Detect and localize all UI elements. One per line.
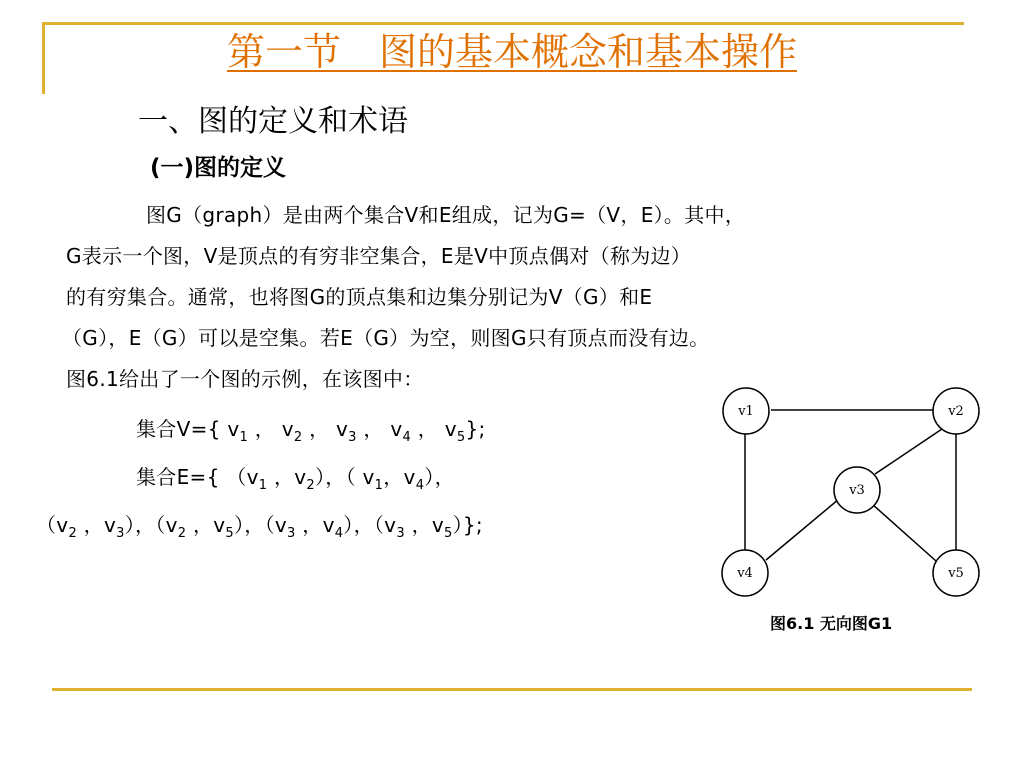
edge-set-line-1: 集合E={ （$v_1$ ，$v_2$），（ $v_1$，$v_4$）， (136, 465, 455, 493)
vertex-item: v (444, 417, 457, 441)
edge-v3-v5 (872, 504, 936, 561)
vertex-set-prefix: 集合V={ (136, 417, 221, 441)
vertex-item: v (281, 417, 294, 441)
top-rule (42, 22, 964, 25)
edge-set-suffix: }; (462, 513, 483, 537)
vertex-sub: 5 (456, 430, 466, 445)
edge-set-line-2: （$v_2$ ，$v_3$），（$v_2$ ，$v_5$），（$v_3$ ，$v_4$），（$v_3$ ，$v_5$）}; (36, 513, 483, 541)
edge-set-prefix: 集合E={ (136, 465, 220, 489)
node-label-v4: v4 (737, 566, 753, 581)
vertex-sub: 2 (293, 430, 303, 445)
vertex-sub: 1 (239, 430, 249, 445)
edge-sub: 1 (258, 478, 268, 493)
edge-sub: 4 (415, 478, 425, 493)
edge-v3-v4 (766, 499, 839, 560)
paragraph-line-3: 的有穷集合。通常，也将图G的顶点集和边集分别记为V（G）和E (66, 285, 653, 309)
edge-sub: 5 (225, 526, 234, 541)
edge-sub: 2 (306, 478, 315, 493)
vertex-set-line: 集合V={ $v_1$ ， $v_2$ ， $v_3$ ， $v_4$ ， $v_5$}; (136, 417, 486, 445)
edge-sub: 3 (116, 526, 125, 541)
edge-sub: 5 (444, 526, 453, 541)
edge-sub: 3 (287, 526, 296, 541)
undirected-graph-diagram (710, 384, 1010, 604)
paragraph-line-5: 图6.1给出了一个图的示例，在该图中： (66, 367, 424, 391)
vertex-item: v (227, 417, 240, 441)
node-label-v2: v2 (948, 404, 964, 419)
graph-figure (710, 384, 1010, 604)
vertex-sub: 4 (402, 430, 412, 445)
node-label-v1: v1 (738, 404, 754, 419)
edge-sub: 2 (177, 526, 187, 541)
edge-sub: 3 (396, 526, 405, 541)
node-label-v5: v5 (948, 566, 964, 581)
edge-sub: 2 (68, 526, 78, 541)
vertex-item: v (390, 417, 403, 441)
paragraph-line-4: （G），E（G）可以是空集。若E（G）为空，则图G只有顶点而没有边。 (62, 326, 710, 350)
bottom-rule (52, 688, 972, 691)
edge-sub: 4 (334, 526, 344, 541)
paragraph-line-1: 图G（graph）是由两个集合V和E组成，记为G=（V，E）。其中， (146, 203, 746, 227)
edge-sub: 1 (374, 478, 384, 493)
paragraph-line-2: G表示一个图，V是顶点的有穷非空集合，E是V中顶点偶对（称为边） (66, 244, 692, 268)
vertex-sub: 3 (348, 430, 357, 445)
section-heading: 一、图的定义和术语 (138, 104, 408, 139)
page-title: 第一节 图的基本概念和基本操作 (226, 30, 797, 74)
figure-caption: 图6.1 无向图G1 (770, 614, 893, 633)
edge-v2-v3 (875, 429, 942, 474)
vertex-item: v (336, 417, 349, 441)
vertex-set-suffix: }; (465, 417, 486, 441)
node-label-v3: v3 (849, 483, 865, 498)
subsection-heading: (一)图的定义 (150, 155, 287, 181)
